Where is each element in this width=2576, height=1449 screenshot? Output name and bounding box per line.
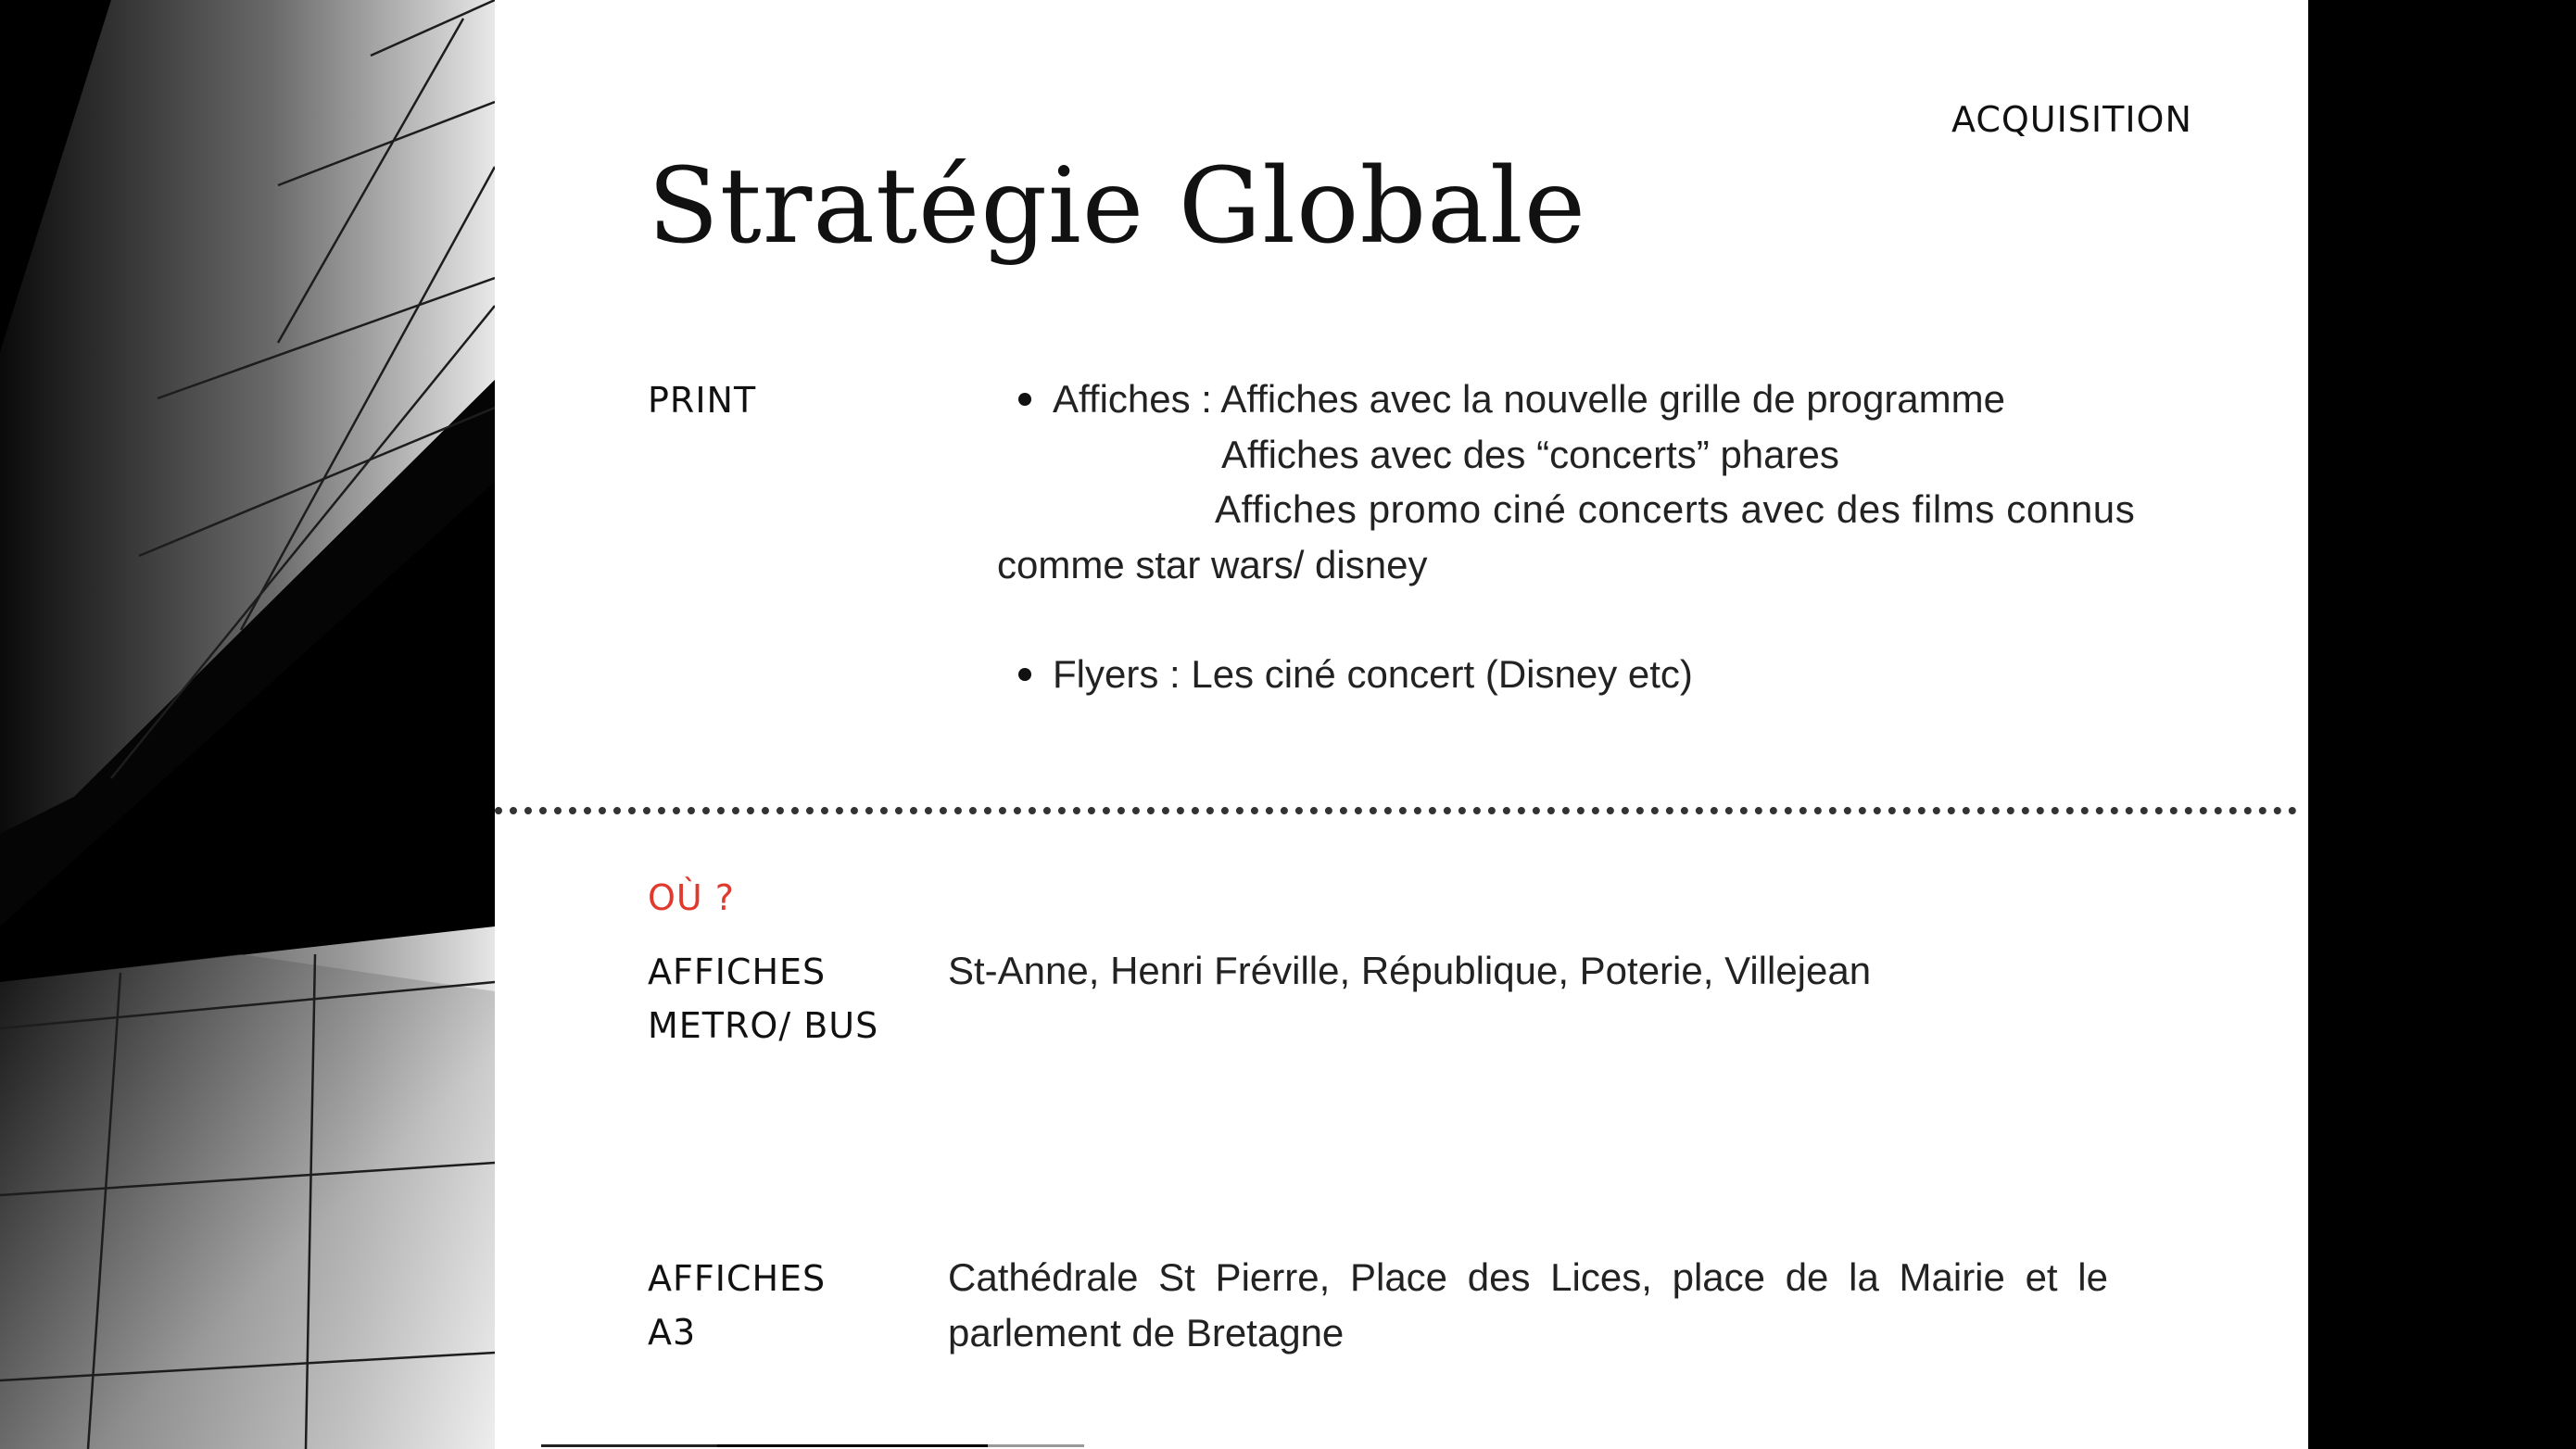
bullet-affiches bbox=[1018, 393, 1031, 406]
architecture-photo bbox=[0, 0, 495, 1449]
bottom-rule-right bbox=[988, 1444, 1084, 1447]
page-title: Stratégie Globale bbox=[648, 146, 1587, 267]
bottom-rule-mid bbox=[717, 1444, 988, 1447]
print-label: PRINT bbox=[648, 380, 757, 421]
where-heading: OÙ ? bbox=[648, 877, 735, 918]
flyers-line: Flyers : Les ciné concert (Disney etc) bbox=[1053, 652, 1693, 696]
section-tag: ACQUISITION bbox=[1951, 99, 2192, 140]
affiches-line-2: Affiches avec des “concerts” phares bbox=[1221, 433, 1839, 476]
metro-label-line-1: AFFICHES bbox=[648, 951, 827, 992]
metro-locations: St-Anne, Henri Fréville, République, Poterie, Villejean bbox=[948, 949, 1872, 992]
dotted-divider bbox=[495, 807, 2297, 814]
a3-label-line-1: AFFICHES bbox=[648, 1258, 827, 1299]
right-margin bbox=[2308, 0, 2576, 1449]
metro-label-line-2: METRO/ BUS bbox=[648, 1005, 879, 1046]
affiches-line-4: comme star wars/ disney bbox=[997, 543, 1428, 586]
affiches-line-1: Affiches : Affiches avec la nouvelle grille de programme bbox=[1053, 377, 2005, 421]
a3-label-line-2: A3 bbox=[648, 1312, 697, 1353]
bullet-flyers bbox=[1018, 668, 1031, 681]
bottom-rule-left bbox=[541, 1444, 717, 1447]
affiches-line-3: Affiches promo ciné concerts avec des films connus bbox=[1215, 487, 2136, 531]
a3-locations: Cathédrale St Pierre, Place des Lices, place de la Mairie et le parlement de Bretagne bbox=[948, 1255, 2108, 1354]
